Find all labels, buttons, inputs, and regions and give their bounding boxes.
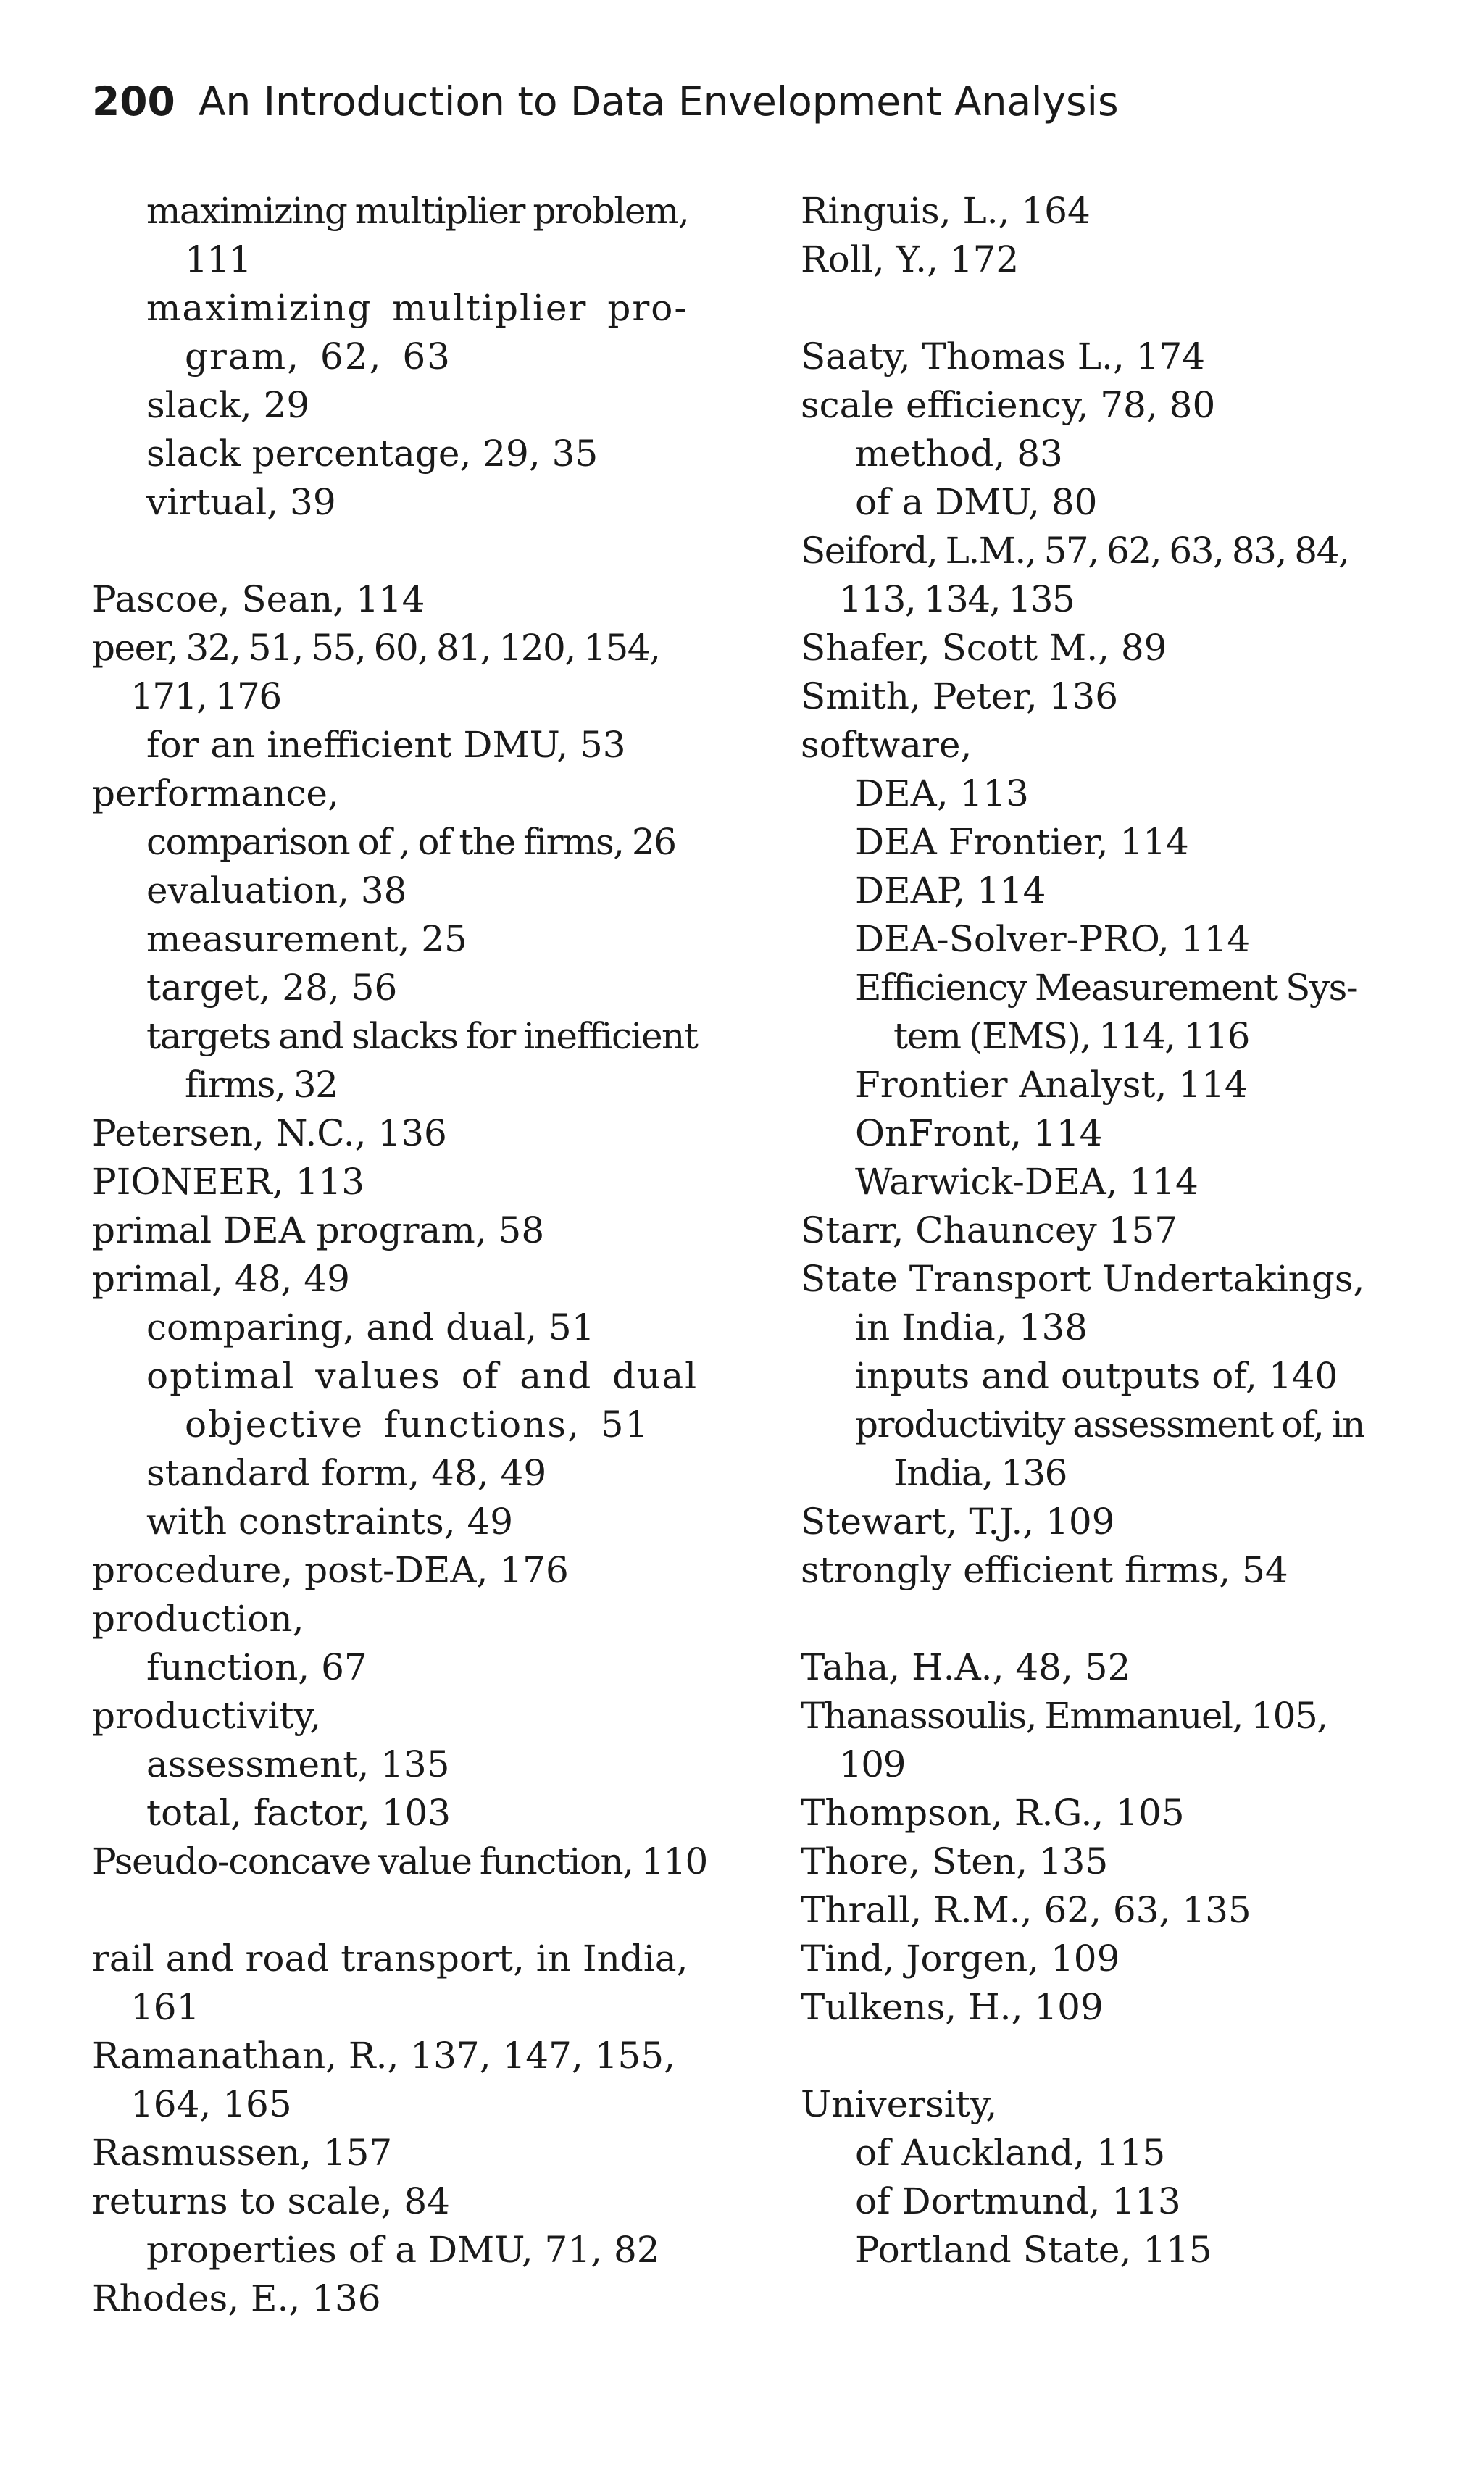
index-letter-gap — [801, 2032, 1417, 2080]
index-entry — [801, 381, 1417, 430]
index-entry-line: Shafer, Scott M., 89 — [801, 627, 1167, 669]
index-entry — [92, 1935, 693, 2032]
index-subentry — [92, 1498, 693, 1546]
index-entry-line: Thore, Sten, 135 — [801, 1840, 1109, 1882]
index-entry — [801, 333, 1417, 381]
index-entry — [92, 1692, 693, 1740]
index-entry-line: of Dortmund, 113 — [855, 2180, 1181, 2222]
index-subentry — [801, 867, 1417, 915]
index-entry-line: standard form, 48, 49 — [146, 1452, 547, 1494]
index-entry-line: of Auckland, 115 — [855, 2132, 1166, 2174]
index-entry — [92, 575, 693, 624]
index-subentry — [92, 381, 693, 430]
index-entry-line: Saaty, Thomas L., 174 — [801, 335, 1206, 378]
index-subentry — [92, 430, 693, 478]
page-number: 200 — [92, 78, 175, 125]
index-entry — [801, 672, 1417, 721]
index-entry — [801, 721, 1417, 770]
index-subentry — [801, 1352, 1417, 1401]
index-letter-gap — [92, 1886, 693, 1935]
index-subentry — [92, 1352, 699, 1449]
index-entry-line: slack percentage, 29, 35 — [146, 433, 599, 475]
index-subentry — [801, 915, 1417, 964]
index-entry-line: State Transport Undertakings, — [801, 1258, 1365, 1300]
index-entry — [92, 1255, 693, 1304]
index-subentry — [801, 1158, 1417, 1206]
index-entry-line: Tind, Jorgen, 109 — [801, 1938, 1120, 1980]
index-entry — [801, 2080, 1417, 2129]
index-entry-line: peer, 32, 51, 55, 60, 81, 120, 154, — [92, 627, 660, 669]
index-letter-gap — [801, 1595, 1417, 1643]
index-subentry — [92, 915, 693, 964]
index-entry-line: Starr, Chauncey 157 — [801, 1209, 1178, 1251]
index-entry-line: Rhodes, E., 136 — [92, 2277, 381, 2319]
index-subentry — [92, 1740, 693, 1789]
index-entry — [92, 1109, 693, 1158]
index-entry-line: Thanassoulis, Emmanuel, 105, — [801, 1695, 1327, 1737]
index-entry-line: Warwick-DEA, 114 — [855, 1161, 1199, 1203]
index-entry-line: performance, — [92, 772, 339, 814]
index-subentry — [801, 2226, 1417, 2274]
index-entry-line: with constraints, 49 — [146, 1501, 514, 1543]
index-entry-line: primal DEA program, 58 — [92, 1209, 545, 1251]
index-entry-line: Portland State, 115 — [855, 2229, 1212, 2271]
index-subentry — [801, 2129, 1417, 2177]
index-entry — [92, 624, 693, 721]
index-entry-line: DEA, 113 — [855, 772, 1029, 814]
index-entry-line: DEA-Solver-PRO, 114 — [855, 918, 1251, 960]
index-entry-line: method, 83 — [855, 433, 1063, 475]
index-entry-line: scale efficiency, 78, 80 — [801, 384, 1216, 426]
index-entry-line: Pseudo-concave value function, 110 — [92, 1840, 707, 1882]
index-entry-line: Thrall, R.M., 62, 63, 135 — [801, 1889, 1251, 1931]
index-entry-line: rail and road transport, in India, — [92, 1938, 688, 1980]
index-column-left — [92, 187, 707, 2323]
index-entry — [92, 1158, 693, 1206]
index-entry — [801, 1206, 1417, 1255]
index-entry-line: Pascoe, Sean, 114 — [92, 578, 425, 620]
index-entry-line: India, 136 — [893, 1452, 1067, 1494]
index-entry — [801, 1498, 1417, 1546]
index-entry — [92, 1838, 707, 1886]
index-entry-line: Ringuis, L., 164 — [801, 190, 1091, 232]
index-entry-line: inputs and outputs of, 140 — [855, 1355, 1338, 1397]
index-entry — [801, 1838, 1417, 1886]
index-entry-line: Roll, Y., 172 — [801, 238, 1020, 280]
running-header — [92, 78, 1119, 125]
index-subentry — [801, 1401, 1417, 1498]
index-entry-line: Tulkens, H., 109 — [801, 1986, 1104, 2028]
index-entry-line: Ramanathan, R., 137, 147, 155, — [92, 2035, 676, 2077]
index-entry-line: targets and slacks for inefficient — [146, 1015, 698, 1057]
index-entry-line: assessment, 135 — [146, 1743, 450, 1785]
index-entry-line: procedure, post-DEA, 176 — [92, 1549, 569, 1591]
index-entry-line: virtual, 39 — [146, 481, 336, 523]
index-letter-gap — [801, 284, 1417, 333]
index-entry-line: Efficiency Measurement Sys- — [855, 967, 1358, 1009]
index-subentry — [801, 818, 1417, 867]
index-entry — [801, 1546, 1417, 1595]
index-entry — [801, 1983, 1417, 2032]
index-entry-line: software, — [801, 724, 972, 766]
index-subentry — [92, 1789, 693, 1838]
index-entry-line: DEA Frontier, 114 — [855, 821, 1189, 863]
index-entry-line: 164, 165 — [130, 2083, 292, 2125]
index-subentry — [92, 1012, 698, 1109]
index-subentry — [801, 1061, 1417, 1109]
index-entry-line: OnFront, 114 — [855, 1112, 1103, 1154]
index-entry-line: 109 — [839, 1743, 905, 1785]
index-subentry — [92, 284, 693, 381]
index-entry-line: Taha, H.A., 48, 52 — [801, 1646, 1131, 1688]
index-entry-line: primal, 48, 49 — [92, 1258, 350, 1300]
index-subentry — [801, 964, 1417, 1061]
index-entry-line: total, factor, 103 — [146, 1792, 451, 1834]
index-subentry — [92, 1643, 693, 1692]
index-entry-line: Seiford, L.M., 57, 62, 63, 83, 84, — [801, 530, 1349, 572]
index-entry — [801, 1789, 1417, 1838]
index-entry-line: 113, 134, 135 — [839, 578, 1075, 620]
index-subentry — [801, 2177, 1417, 2226]
index-entry-line: productivity, — [92, 1695, 322, 1737]
index-entry-line: for an inefficient DMU, 53 — [146, 724, 626, 766]
index-entry — [801, 235, 1417, 284]
index-entry-line: production, — [92, 1598, 304, 1640]
index-entry-line: 161 — [130, 1986, 200, 2028]
index-entry — [801, 624, 1417, 672]
index-subentry — [92, 187, 693, 284]
index-entry-line: objective functions, 51 — [185, 1404, 650, 1446]
index-entry-line: 111 — [185, 238, 251, 280]
index-subentry — [92, 964, 693, 1012]
index-subentry — [92, 2226, 693, 2274]
index-entry — [92, 1206, 693, 1255]
index-entry-line: firms, 32 — [185, 1064, 338, 1106]
index-entry-line: optimal values of and dual — [146, 1355, 699, 1397]
index-subentry — [801, 430, 1417, 478]
index-subentry — [92, 867, 693, 915]
index-subentry — [801, 1304, 1417, 1352]
index-entry-line: comparison of , of the firms, 26 — [146, 821, 676, 863]
index-entry-line: tem (EMS), 114, 116 — [893, 1015, 1249, 1057]
index-entry — [92, 2032, 693, 2129]
index-entry-line: Rasmussen, 157 — [92, 2132, 393, 2174]
index-entry-line: strongly efficient firms, 54 — [801, 1549, 1288, 1591]
index-entry — [801, 1935, 1417, 1983]
index-entry-line: Petersen, N.C., 136 — [92, 1112, 447, 1154]
index-subentry — [92, 1304, 693, 1352]
index-subentry — [801, 478, 1417, 527]
index-entry-line: maximizing multiplier pro- — [146, 287, 688, 329]
index-entry — [92, 1595, 693, 1643]
index-entry-line: Frontier Analyst, 114 — [855, 1064, 1248, 1106]
index-entry-line: target, 28, 56 — [146, 967, 398, 1009]
index-entry-line: comparing, and dual, 51 — [146, 1306, 595, 1348]
index-column-right — [801, 187, 1417, 2274]
index-entry-line: 171, 176 — [130, 675, 281, 717]
index-entry — [92, 2177, 693, 2226]
index-entry-line: properties of a DMU, 71, 82 — [146, 2229, 660, 2271]
index-entry — [801, 1886, 1417, 1935]
index-subentry — [92, 1449, 693, 1498]
index-entry-line: Thompson, R.G., 105 — [801, 1792, 1185, 1834]
index-entry — [801, 1255, 1417, 1304]
index-entry-line: slack, 29 — [146, 384, 310, 426]
index-entry-line: returns to scale, 84 — [92, 2180, 450, 2222]
index-subentry — [92, 478, 693, 527]
index-entry-line: DEAP, 114 — [855, 869, 1046, 912]
index-entry-line: Smith, Peter, 136 — [801, 675, 1119, 717]
index-entry — [92, 770, 693, 818]
index-entry — [801, 1643, 1417, 1692]
index-entry-line: in India, 138 — [855, 1306, 1088, 1348]
index-entry — [801, 527, 1417, 624]
index-entry-line: Stewart, T.J., 109 — [801, 1501, 1115, 1543]
index-entry-line: PIONEER, 113 — [92, 1161, 365, 1203]
index-entry — [92, 2129, 693, 2177]
index-subentry — [801, 770, 1417, 818]
index-subentry — [801, 1109, 1417, 1158]
index-entry-line: measurement, 25 — [146, 918, 467, 960]
index-entry-line: of a DMU, 80 — [855, 481, 1098, 523]
index-entry-line: productivity assessment of, in — [855, 1404, 1364, 1446]
index-entry-line: evaluation, 38 — [146, 869, 407, 912]
index-entry-line: maximizing multiplier problem, — [146, 190, 689, 232]
index-subentry — [92, 721, 693, 770]
index-letter-gap — [92, 527, 693, 575]
index-entry-line: University, — [801, 2083, 998, 2125]
index-entry-line: gram, 62, 63 — [185, 335, 451, 378]
book-title: An Introduction to Data Envelopment Analysis — [198, 78, 1119, 125]
index-subentry — [92, 818, 693, 867]
index-entry — [92, 1546, 693, 1595]
index-entry — [801, 1692, 1417, 1789]
index-entry — [92, 2274, 693, 2323]
index-entry — [801, 187, 1417, 235]
index-entry-line: function, 67 — [146, 1646, 367, 1688]
